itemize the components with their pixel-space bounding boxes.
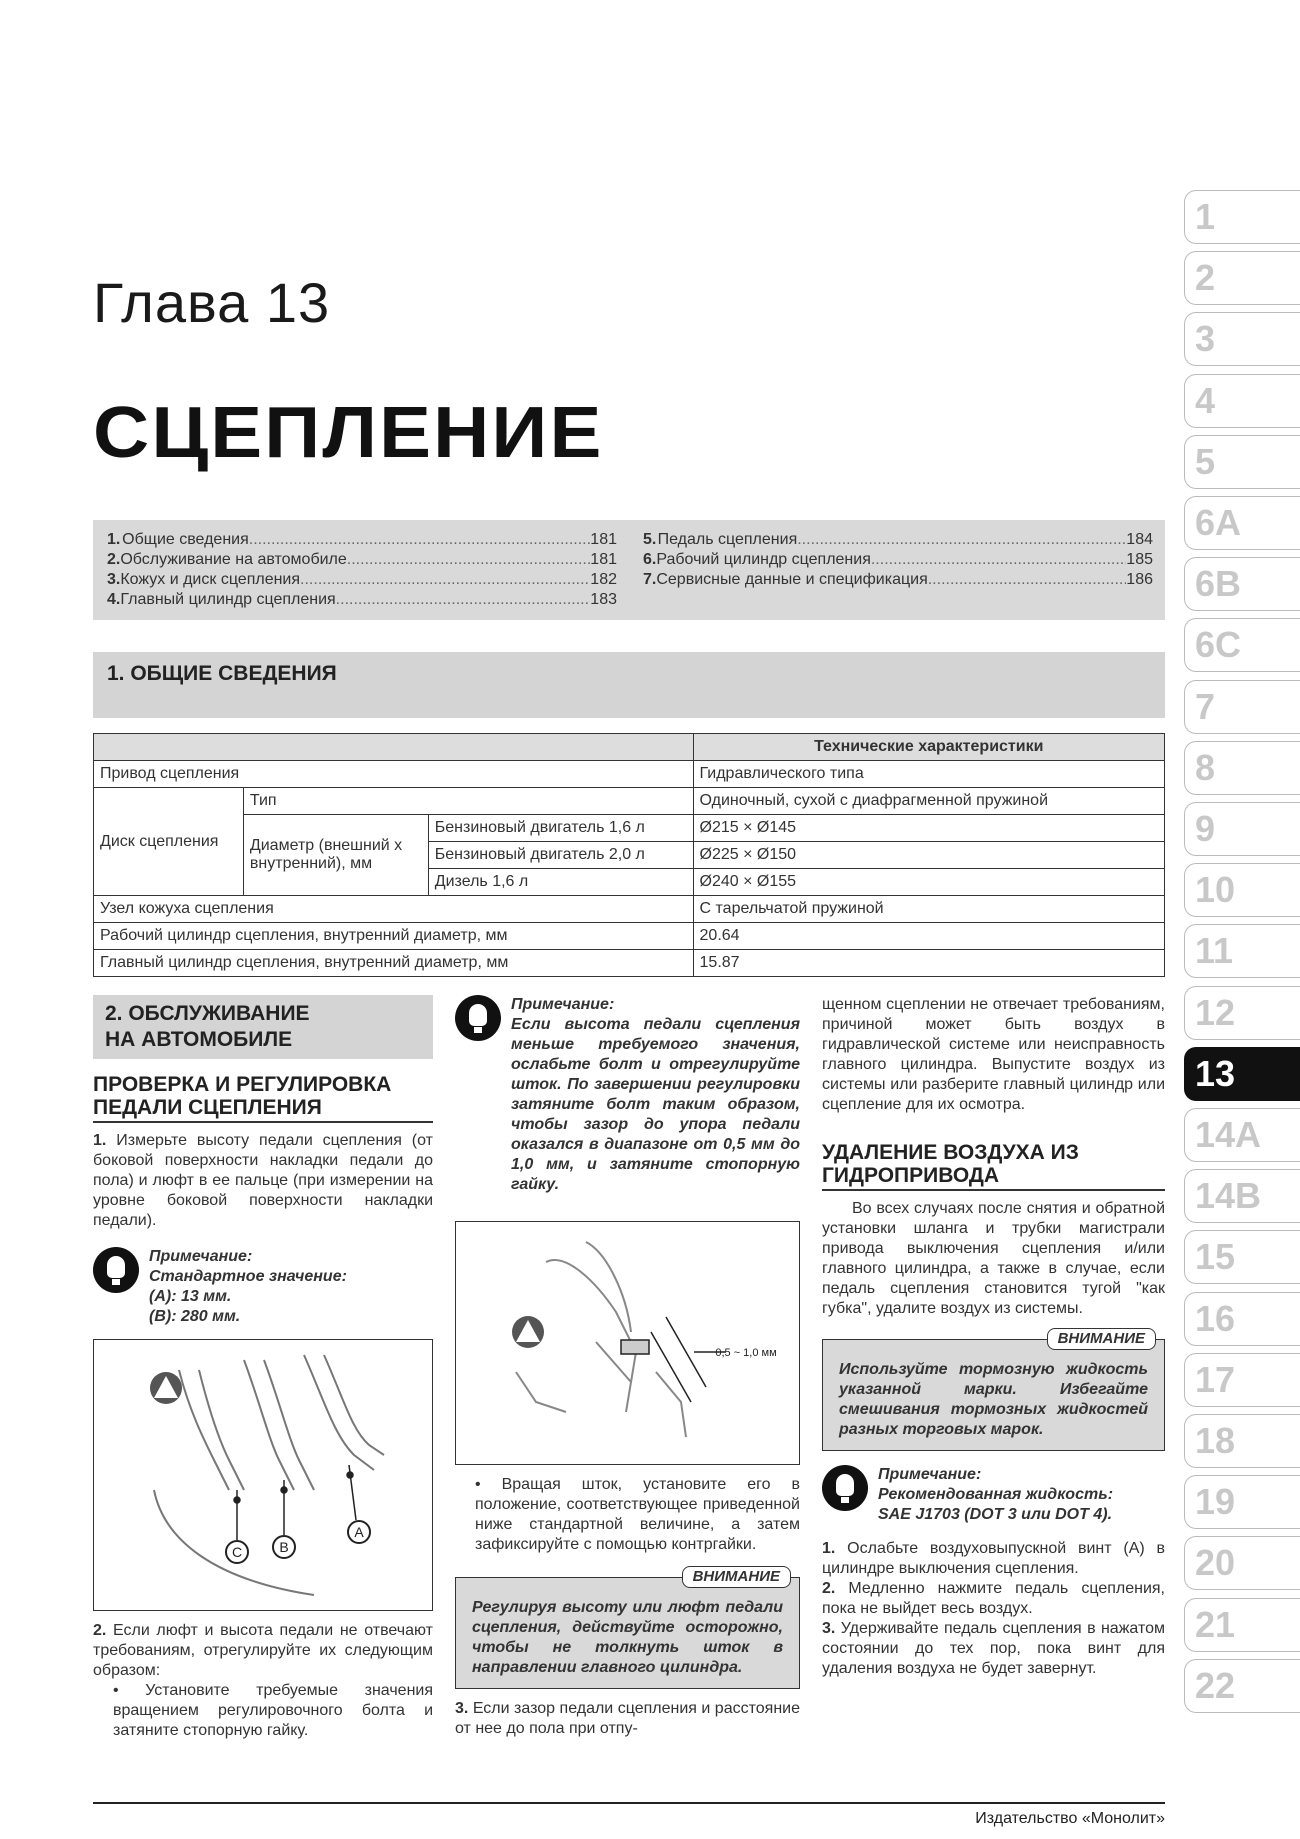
table-row: Главный цилиндр сцепления, внутренний диаметр, мм 15.87 [94,950,1165,977]
spec-table [93,733,1165,977]
table-row: Привод сцепления Гидравлического типа [94,761,1165,788]
tab-chapter[interactable]: 5 [1184,435,1300,489]
subheading-bleeding: УДАЛЕНИЕ ВОЗДУХА ИЗ ГИДРОПРИВОДА [822,1141,1165,1191]
warning-label: ВНИМАНИЕ [1047,1328,1156,1350]
column-2 [455,995,800,1739]
toc-left-column [107,530,617,610]
paragraph: щенном сцеплении не отвечает требованиям, причиной может быть воздух в гидравлической системе или неисправность главного цилиндра. Выпустите воздух из системы или разберите главный цилиндр или сцепление для их осмотра. [822,996,1165,1113]
table-of-contents [93,520,1165,620]
pedal-diagram [94,1340,432,1610]
fig-dimension: 0,5 ~ 1,0 мм [715,1347,777,1359]
tab-chapter[interactable]: 11 [1184,924,1300,978]
publisher: Издательство «Монолит» [975,1810,1165,1827]
tab-chapter[interactable]: 18 [1184,1414,1300,1468]
table-row: Диск сцепления Тип Одиночный, сухой с диафрагменной пружиной [94,788,1165,815]
tab-chapter[interactable]: 3 [1184,312,1300,366]
lightbulb-icon [455,995,501,1041]
tab-chapter[interactable]: 1 [1184,190,1300,244]
tab-chapter[interactable]: 10 [1184,863,1300,917]
table-row: Бензиновый двигатель 2,0 л Ø225 × Ø150 [94,842,1165,869]
subheading-pedal-check: ПРОВЕРКА И РЕГУЛИРОВКА ПЕДАЛИ СЦЕПЛЕНИЯ [93,1073,433,1123]
tab-chapter[interactable]: 6A [1184,496,1300,550]
toc-entry[interactable]: 2. Обслуживание на автомобиле ..... 181 [107,550,617,570]
paragraph: 2. Если люфт и высота педали не отвечают требованиям, отрегулируйте их следующим образом: [93,1622,433,1679]
lightbulb-icon [93,1247,139,1293]
toc-entry[interactable]: 4. Главный цилиндр сцепления ..... 183 [107,590,617,610]
bullet-item: • Установите требуемые значения вращением регулировочного болта и затяните стопорную гайку. [113,1682,433,1739]
chapter-title: СЦЕПЛЕНИЕ [93,393,604,473]
list-item: 1. Ослабьте воздуховыпускной винт (А) в цилиндре выключения сцепления. [822,1540,1166,1577]
pushrod-diagram [456,1222,799,1464]
paragraph: 1. Измерьте высоту педали сцепления (от боковой поверхности накладки педали до пола) и люфт в ее пальце (при измерении на уровне боковой поверхности накладки педали). [93,1132,433,1229]
note: Примечание: Если высота педали сцепления меньше требуемого значения, ослабьте болт и отрегулируйте шток. По завершении регулировки затяните болт таким образом, чтобы зазор до упора педали оказался в диапазоне от 0,5 мм до 1,0 мм, и затяните стопорную гайку. [455,995,800,1195]
table-header: Технические характеристики [693,734,1164,761]
tab-chapter[interactable]: 2 [1184,251,1300,305]
paragraph: Во всех случаях после снятия и обратной установки шланга и трубки магистрали привода выключения сцепления и/или главного цилиндра, а также в случае, если педаль сцепления становится тугой "как губка", удалите воздух из системы. [822,1200,1165,1317]
tab-chapter[interactable]: 8 [1184,741,1300,795]
tab-chapter[interactable]: 6B [1184,557,1300,611]
steps-list [822,1539,1165,1679]
toc-entry[interactable]: 1. Общие сведения ..... 181 [107,530,617,550]
list-item: 3. Удерживайте педаль сцепления в нажатом состоянии до тех пор, пока винт для удаления воздуха не будет завернут. [822,1620,1165,1677]
bullet-item: • Вращая шток, установите его в положение, соответствующее приведенной ниже стандартной величине, а затем зафиксируйте с помощью контргайки. [475,1476,800,1553]
tab-chapter[interactable]: 9 [1184,802,1300,856]
note: Примечание: Стандартное значение: (A): 13 мм. (B): 280 мм. [93,1247,433,1327]
table-row: Рабочий цилиндр сцепления, внутренний диаметр, мм 20.64 [94,923,1165,950]
warning-box: ВНИМАНИЕ Регулируя высоту или люфт педали сцепления, действуйте осторожно, чтобы не толкнуть шток в направлении главного цилиндра. [455,1577,800,1689]
tab-chapter[interactable]: 17 [1184,1353,1300,1407]
footer-divider [93,1802,1165,1804]
warning-label: ВНИМАНИЕ [682,1566,791,1588]
table-row: Дизель 1,6 л Ø240 × Ø155 [94,869,1165,896]
table-row: Диаметр (внешний x внутренний), мм Бензиновый двигатель 1,6 л Ø215 × Ø145 [94,815,1165,842]
toc-entry[interactable]: 5. Педаль сцепления ..... 184 [643,530,1153,550]
note: Примечание: Рекомендованная жидкость: SAE J1703 (DOT 3 или DOT 4). [822,1465,1165,1525]
list-item: 2. Медленно нажмите педаль сцепления, пока не выйдет весь воздух. [822,1580,1165,1617]
paragraph: 3. Если зазор педали сцепления и расстояние от нее до пола при отпу- [455,1700,800,1737]
tab-chapter[interactable]: 22 [1184,1659,1300,1713]
tab-chapter[interactable]: 12 [1184,986,1300,1040]
tab-chapter[interactable]: 7 [1184,680,1300,734]
tab-chapter[interactable]: 6C [1184,618,1300,672]
tab-chapter[interactable]: 19 [1184,1475,1300,1529]
fig-label-a: A [354,1524,364,1540]
warning-box: ВНИМАНИЕ Используйте тормозную жидкость указанной марки. Избегайте смешивания тормозных жидкостей разных торговых марок. [822,1339,1165,1451]
tab-chapter[interactable]: 21 [1184,1598,1300,1652]
tab-chapter[interactable]: 16 [1184,1292,1300,1346]
toc-right-column [643,530,1153,590]
table-row: Узел кожуха сцепления С тарельчатой пружиной [94,896,1165,923]
tab-chapter[interactable]: 15 [1184,1230,1300,1284]
toc-entry[interactable]: 3. Кожух и диск сцепления ..... 182 [107,570,617,590]
tab-chapter[interactable]: 14B [1184,1169,1300,1223]
pedal-figure [93,1339,433,1611]
table-row [94,734,1165,761]
column-3 [822,995,1165,1679]
toc-entry[interactable]: 7. Сервисные данные и спецификация ..... 186 [643,570,1153,590]
tab-chapter[interactable]: 14A [1184,1108,1300,1162]
fig-label-b: B [279,1539,289,1555]
fig-label-c: C [231,1544,243,1560]
tab-chapter[interactable]: 20 [1184,1536,1300,1590]
lightbulb-icon [822,1465,868,1511]
section-heading-maintenance: 2. ОБСЛУЖИВАНИЕ НА АВТОМОБИЛЕ [93,995,433,1059]
tab-chapter-active[interactable]: 13 [1184,1047,1300,1101]
section-heading-general: 1. ОБЩИЕ СВЕДЕНИЯ [93,652,1165,718]
pushrod-figure [455,1221,800,1465]
toc-entry[interactable]: 6. Рабочий цилиндр сцепления ..... 185 [643,550,1153,570]
tab-chapter[interactable]: 4 [1184,374,1300,428]
column-1 [93,995,433,1741]
chapter-label: Глава 13 [93,271,331,334]
